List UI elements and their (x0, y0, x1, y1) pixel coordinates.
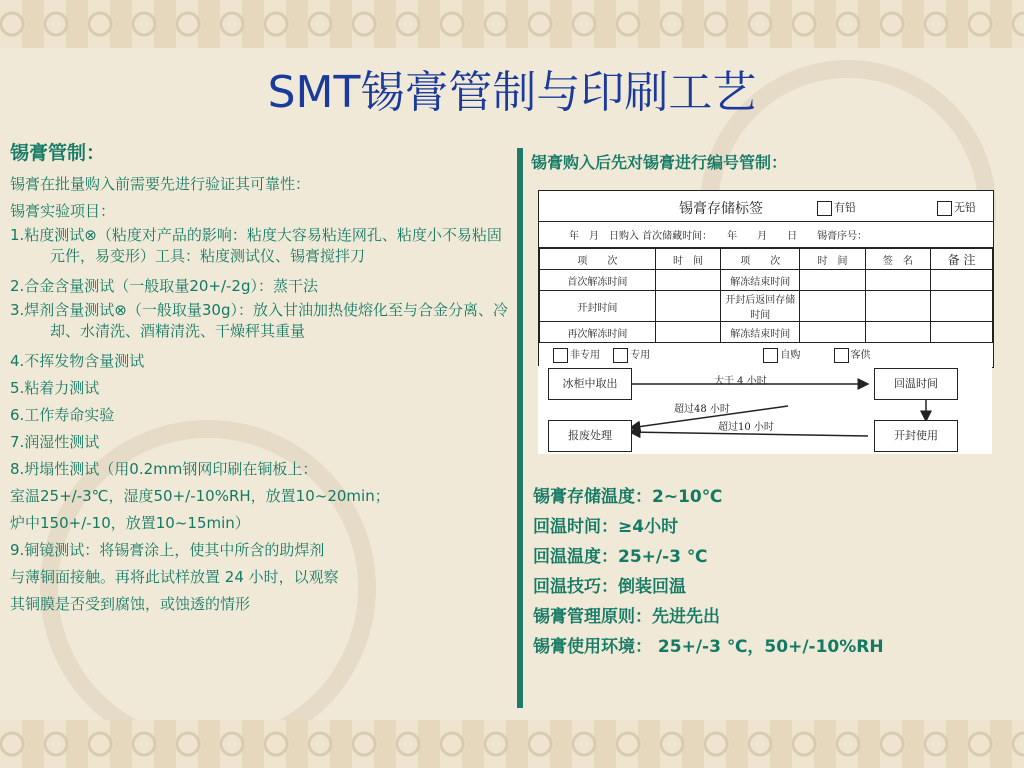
table-row (540, 270, 993, 291)
handling-flowchart (538, 366, 992, 454)
storage-label-card (538, 190, 994, 368)
table-cell: 再次解冻时间 (540, 322, 656, 343)
checkbox-icon (613, 348, 628, 363)
table-row (540, 322, 993, 343)
requirement-line: 锡膏管理原则：先进先出 (533, 607, 720, 627)
table-cell: 首次解冻时间 (540, 270, 656, 291)
table-cell: 解冻结束时间 (721, 322, 800, 343)
table-cell (865, 322, 930, 343)
table-cell (800, 291, 865, 322)
table-cell (655, 291, 720, 322)
text-line: 2.合金含量测试（一般取量20+/-2g）：蒸干法 (10, 277, 318, 295)
checkbox-icon (553, 348, 568, 363)
table-header-cell: 时 间 (655, 249, 720, 270)
table-cell (931, 322, 993, 343)
bottom-border-pattern (0, 720, 1024, 768)
text-line: 锡膏实验项目： (10, 202, 116, 220)
table-cell (800, 270, 865, 291)
storage-requirements (533, 482, 1013, 662)
table-header-cell: 签 名 (865, 249, 930, 270)
top-border-pattern (0, 0, 1024, 48)
table-cell: 解冻结束时间 (721, 270, 800, 291)
flow-box-rewarm: 回温时间 (874, 368, 958, 400)
table-header-cell: 项 次 (721, 249, 800, 270)
table-cell (800, 322, 865, 343)
section-heading: 锡膏购入后先对锡膏进行编号管制： (531, 153, 788, 172)
label-card-title: 锡膏存储标签 (679, 201, 763, 217)
flow-label: 超过10 小时 (718, 422, 774, 433)
right-heading-wrap (531, 150, 1011, 173)
table-header-cell: 时 间 (800, 249, 865, 270)
text-line: 5.粘着力测试 (10, 379, 100, 397)
check-label: 客供 (850, 350, 871, 361)
left-column (10, 138, 510, 618)
requirement-line: 回温温度：25+/-3 ℃ (533, 547, 708, 567)
table-cell: 开封后返回存储时间 (721, 291, 800, 322)
flow-label: 大于 4 小时 (714, 376, 767, 387)
leaded-label: 有铅 (834, 201, 856, 214)
text-line: 8.坍塌性测试（用0.2mm钢网印刷在铜板上： (10, 460, 318, 478)
leaded-option (817, 199, 856, 216)
text-line: 6.工作寿命实验 (10, 406, 115, 424)
text-line: 1.粘度测试⊗（粘度对产品的影响：粘度大容易粘连网孔、粘度小不易粘固元件，易变形）工具：粘度测试仪、锡膏搅拌刀 (10, 226, 502, 265)
section-heading: 锡膏管制： (10, 142, 106, 164)
table-cell (655, 270, 720, 291)
text-line: 锡膏在批量购入前需要先进行验证其可靠性： (10, 175, 311, 193)
table-row (540, 291, 993, 322)
checkbox-icon (763, 348, 778, 363)
table-cell (865, 270, 930, 291)
label-card-table (539, 248, 993, 343)
checkbox-icon (937, 201, 952, 216)
label-card-check-row (539, 343, 993, 366)
table-header-row (540, 249, 993, 270)
text-line: 4.不挥发物含量测试 (10, 352, 145, 370)
table-header-cell: 项 次 (540, 249, 656, 270)
checkbox-icon (817, 201, 832, 216)
label-card-purchase-row: 年 月 日购入 首次储藏时间： 年 月 日 锡膏序号： (539, 222, 993, 248)
vertical-divider (517, 148, 523, 708)
requirement-line: 锡膏使用环境： 25+/-3 ℃，50+/-10%RH (533, 637, 884, 657)
flow-box-open: 开封使用 (874, 420, 958, 452)
text-line: 其铜膜是否受到腐蚀，或蚀透的情形 (10, 595, 251, 613)
leadfree-label: 无铅 (954, 201, 976, 214)
leadfree-option (937, 199, 976, 216)
check-label: 专用 (630, 350, 651, 361)
text-line: 室温25+/-3℃，湿度50+/-10%RH，放置10~20min； (10, 487, 390, 505)
requirement-line: 锡膏存储温度：2~10℃ (533, 487, 723, 507)
text-line: 9.铜镜测试：将锡膏涂上，使其中所含的助焊剂 (10, 541, 325, 559)
table-cell (655, 322, 720, 343)
table-cell (931, 291, 993, 322)
table-header-cell: 备 注 (931, 249, 993, 270)
table-cell (931, 270, 993, 291)
check-label: 非专用 (570, 350, 600, 361)
flow-box-scrap: 报废处理 (548, 420, 632, 452)
slide-title: SMT锡膏管制与印刷工艺 (267, 67, 757, 118)
check-label: 自购 (780, 350, 801, 361)
text-line: 3.焊剂含量测试⊗（一般取量30g）：放入甘油加热使熔化至与合金分离、冷却、水清洗、酒精清洗、干燥秤其重量 (10, 301, 508, 340)
checkbox-icon (834, 348, 849, 363)
flow-label: 超过48 小时 (674, 404, 730, 415)
label-card-title-row (539, 191, 993, 222)
text-line: 7.润湿性测试 (10, 433, 100, 451)
flow-box-freezer: 冰柜中取出 (548, 368, 632, 400)
text-line: 与薄铜面接触。再将此试样放置 24 小时，以观察 (10, 568, 339, 586)
requirement-line: 回温时间：≥4小时 (533, 517, 679, 537)
table-cell: 开封时间 (540, 291, 656, 322)
requirement-line: 回温技巧：倒装回温 (533, 577, 686, 597)
text-line: 炉中150+/-10，放置10~15min） (10, 514, 250, 532)
table-cell (865, 291, 930, 322)
